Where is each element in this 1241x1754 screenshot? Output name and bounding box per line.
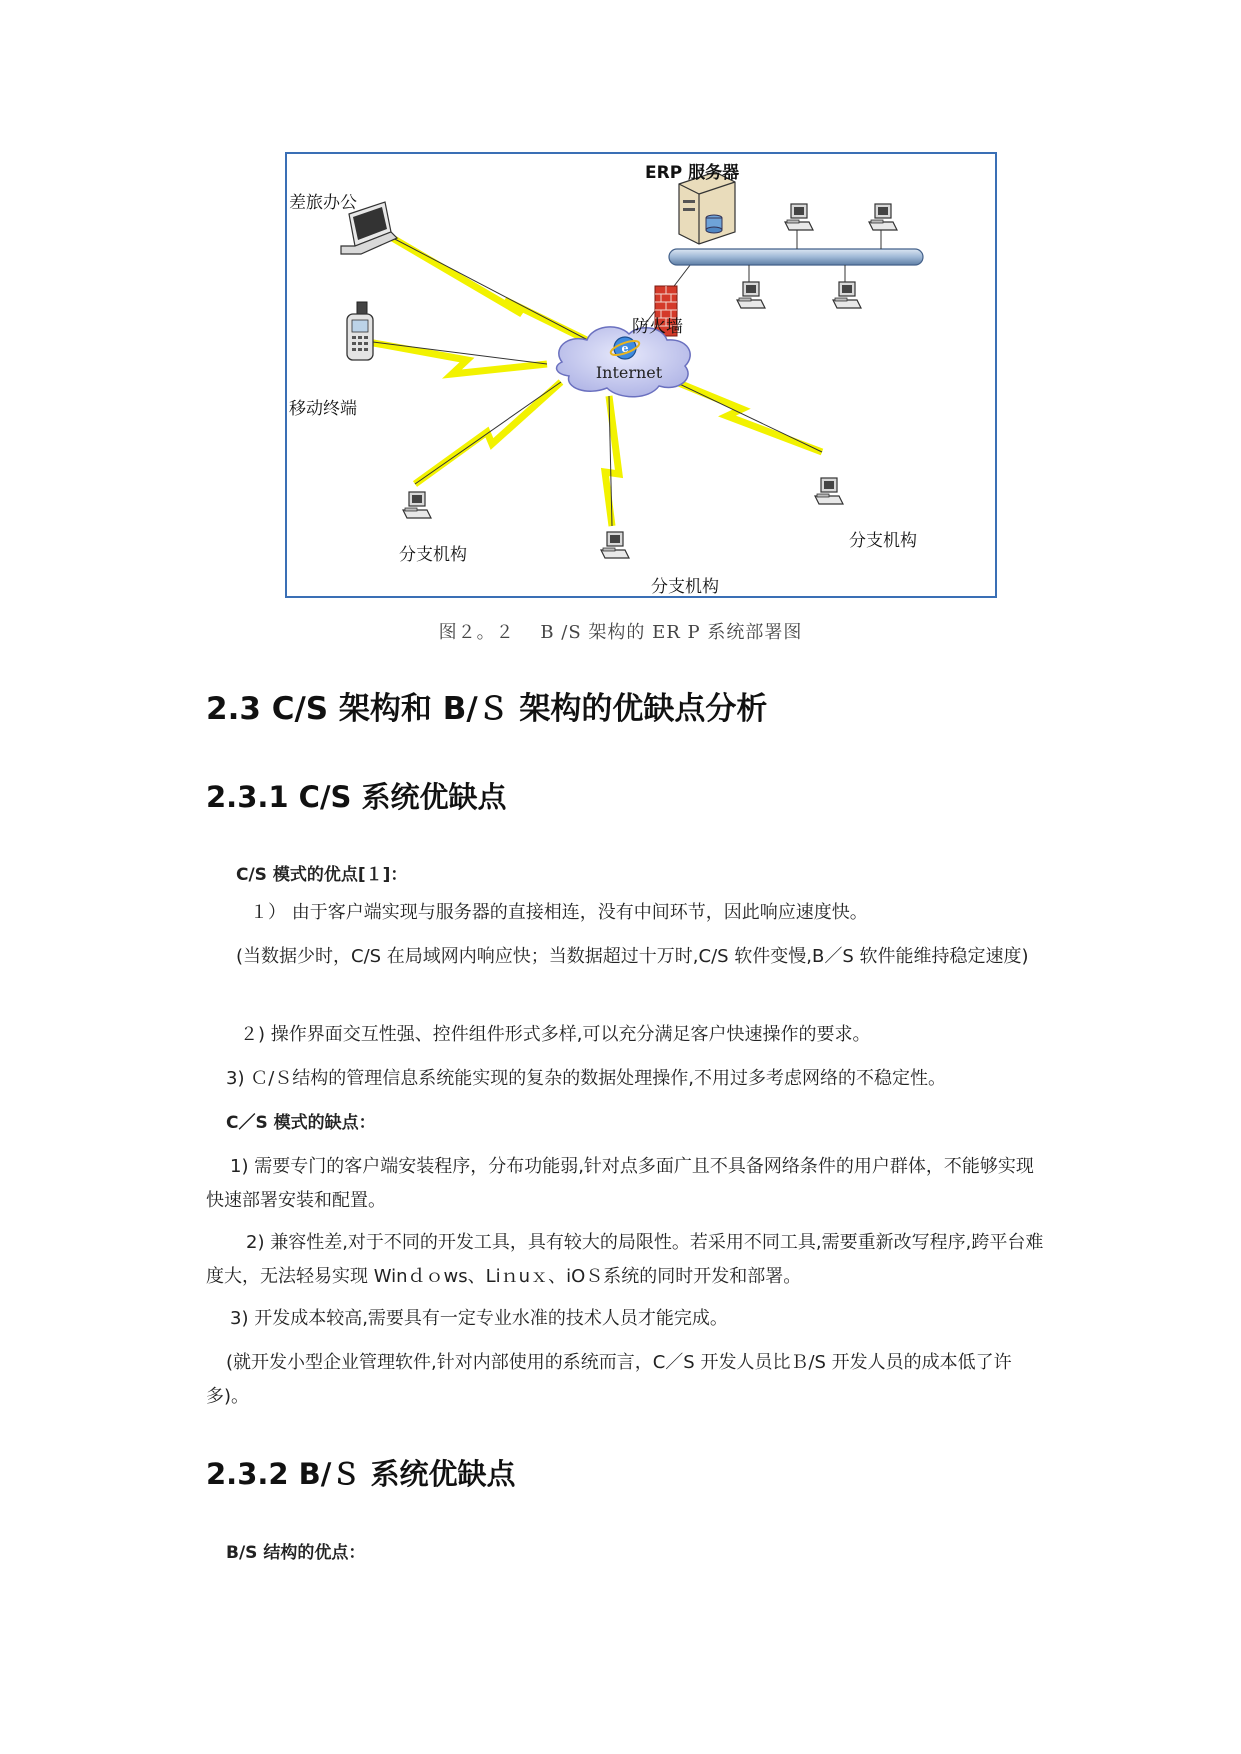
lan-computer-icon: [737, 282, 765, 308]
bs-pros-label: B/S 结构的优点：: [226, 1543, 366, 1563]
internet-label: Internet: [595, 363, 663, 382]
deployment-diagram: [285, 152, 997, 598]
cs-con-item: (就开发小型企业管理软件,针对内部使用的系统而言，C／S 开发人员比Ｂ/S 开发人员的成本低了许多)。: [206, 1352, 1012, 1407]
mobile-terminal-label: 移动终端: [289, 399, 357, 419]
mobile-phone-icon: [347, 302, 373, 360]
lan-computer-icon: [833, 282, 861, 308]
link-mobile: [357, 340, 547, 374]
cs-cons-label: C／S 模式的缺点：: [226, 1113, 376, 1133]
cs-pro-item: 3) Ｃ/Ｓ结构的管理信息系统能实现的复杂的数据处理操作,不用过多考虑网络的不稳定性。: [226, 1068, 946, 1089]
lan-computer-icon: [785, 204, 813, 230]
cs-con-item: 3) 开发成本较高,需要具有一定专业水准的技术人员才能完成。: [230, 1308, 728, 1329]
erp-server-label: ERP 服务器: [645, 163, 740, 183]
cs-pros-label: C/S 模式的优点[１]：: [236, 865, 408, 885]
figure-caption: 图２。２ B /S 架构的 ER P 系统部署图: [438, 622, 803, 643]
cs-con-item: 2) 兼容性差,对于不同的开发工具，具有较大的局限性。若采用不同工具,需要重新改写程序,跨平台难度大，无法轻易实现 Winｄｏws、Liｎuｘ、iOＳ系统的同时开发和部署。: [206, 1232, 1044, 1287]
section-title: 2.3 C/S 架构和 B/Ｓ 架构的优缺点分析: [206, 691, 768, 727]
travel-office-label: 差旅办公: [289, 193, 357, 213]
subsection-title-bs: 2.3.2 B/Ｓ 系统优缺点: [206, 1457, 516, 1491]
branch-right-label: 分支机构: [849, 531, 917, 551]
branch-computer-icon: [815, 478, 843, 504]
firewall-label: 防火墙: [632, 317, 683, 337]
branch-middle-label: 分支机构: [651, 577, 719, 597]
branch-computer-icon: [403, 492, 431, 518]
branch-computer-icon: [601, 532, 629, 558]
cs-pro-item: ２) 操作界面交互性强、控件组件形式多样,可以充分满足客户快速操作的要求。: [240, 1024, 871, 1045]
lan-computer-icon: [869, 204, 897, 230]
cs-pro-item: (当数据少时，C/S 在局域网内响应快；当数据超过十万时,C/S 软件变慢,B／S 软件能维持稳定速度): [236, 946, 1029, 967]
cs-con-item: 1) 需要专门的客户端安装程序，分布功能弱,针对点多面广且不具备网络条件的用户群体，不能够实现快速部署安装和配置。: [206, 1156, 1034, 1211]
branch-left-label: 分支机构: [399, 545, 467, 565]
cs-pro-item: １） 由于客户端实现与服务器的直接相连，没有中间环节，因此响应速度快。: [250, 902, 868, 923]
svg-text:e: e: [621, 342, 629, 355]
subsection-title-cs: 2.3.1 C/S 系统优缺点: [206, 780, 507, 814]
